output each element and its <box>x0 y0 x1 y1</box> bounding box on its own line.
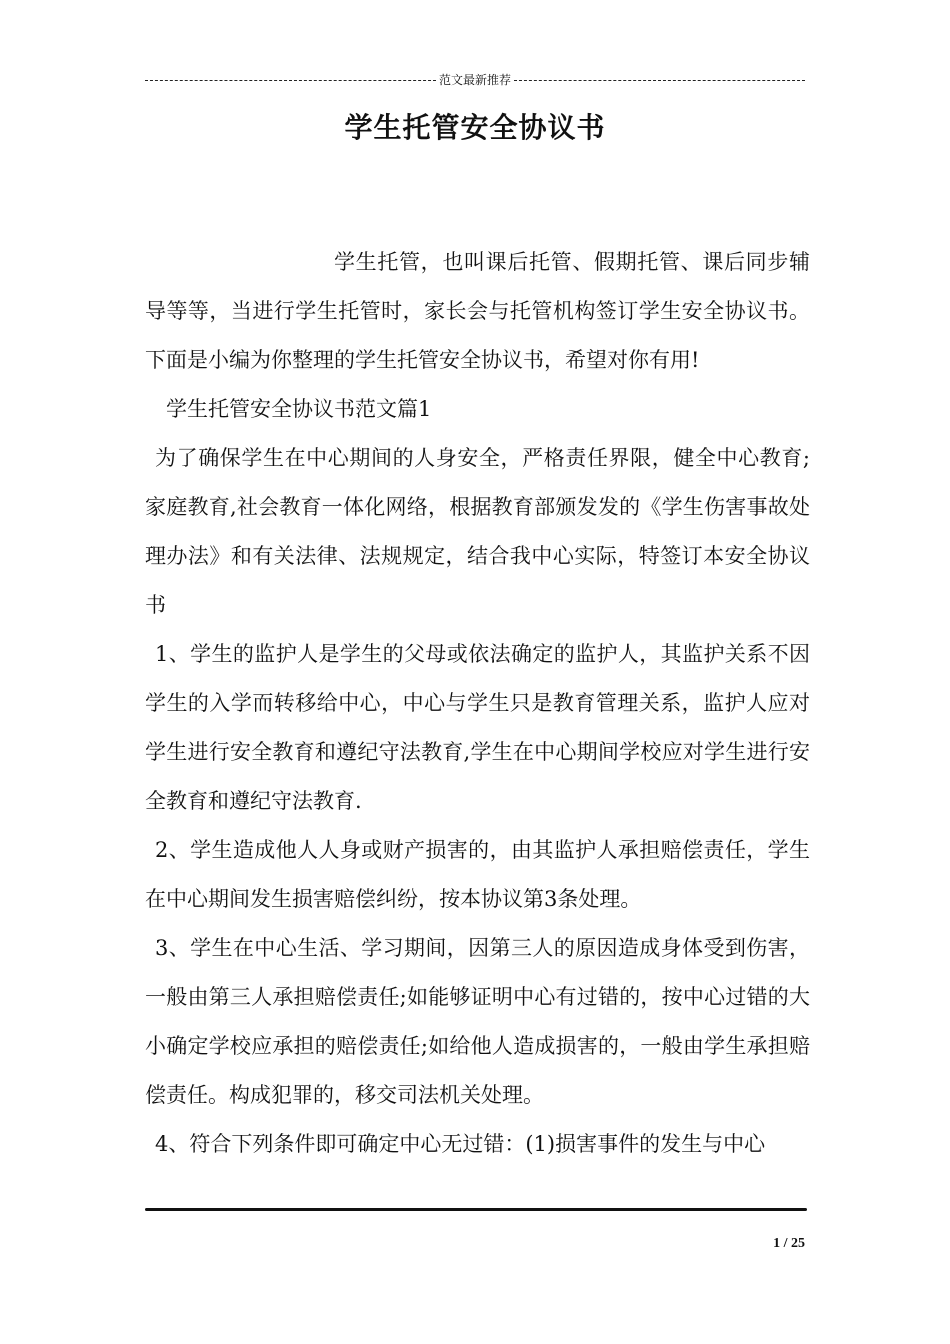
clause-3: 3、学生在中心生活、学习期间，因第三人的原因造成身体受到伤害，一般由第三人承担赔偿责任;如能够证明中心有过错的，按中心过错的大小确定学校应承担的赔偿责任;如给他人造成损害的，一般由学生承担赔偿责任。构成犯罪的，移交司法机关处理。 <box>145 936 810 1107</box>
header-dash-left <box>145 80 436 81</box>
clause-2: 2、学生造成他人人身或财产损害的，由其监护人承担赔偿责任，学生在中心期间发生损害赔偿纠纷，按本协议第3条处理。 <box>145 838 810 911</box>
clause-1: 1、学生的监护人是学生的父母或依法确定的监护人，其监护关系不因学生的入学而转移给中心，中心与学生只是教育管理关系，监护人应对学生进行安全教育和遵纪守法教育,学生在中心期间学校应对学生进行安全教育和遵纪守法教育. <box>145 642 810 813</box>
header-dash-right <box>514 80 805 81</box>
header-label: 范文最新推荐 <box>439 73 512 87</box>
header-rule <box>145 70 805 90</box>
preamble-paragraph: 为了确保学生在中心期间的人身安全，严格责任界限，健全中心教育; 家庭教育,社会教育一体化网络，根据教育部颁发发的《学生伤害事故处理办法》和有关法律、法规规定，结合我中心实际，特签订本安全协议书 <box>145 446 810 617</box>
page-number: 1 / 25 <box>773 1236 805 1251</box>
document-title: 学生托管安全协议书 <box>344 111 606 144</box>
footer-rule <box>145 1208 807 1211</box>
intro-paragraph: 学生托管，也叫课后托管、假期托管、课后同步辅导等等，当进行学生托管时，家长会与托管机构签订学生安全协议书。下面是小编为你整理的学生托管安全协议书，希望对你有用! <box>145 250 810 372</box>
clause-4: 4、符合下列条件即可确定中心无过错：(1)损害事件的发生与中心 <box>155 1132 766 1156</box>
section-heading: 学生托管安全协议书范文篇1 <box>166 397 432 421</box>
document-body <box>145 238 810 1169</box>
